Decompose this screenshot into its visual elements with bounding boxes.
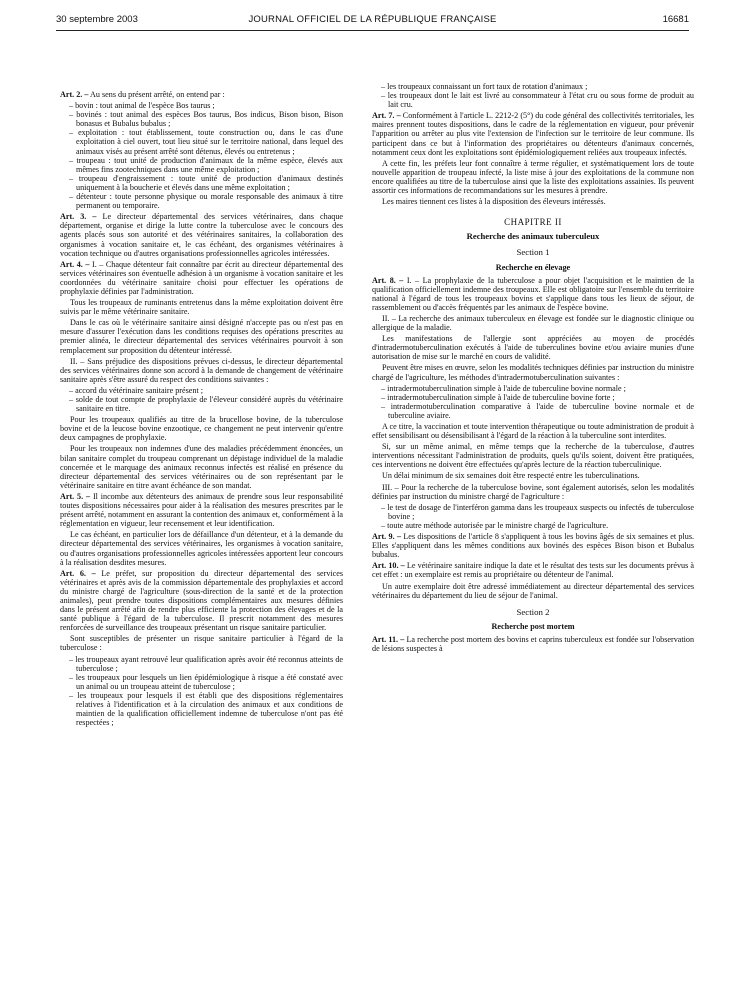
art6-p1: Art. 6. – Le préfet, sur proposition du directeur départemental des services vétérinaires et après avis de la commission départementale des prophylaxies et accord du ministre chargé de l'agriculture (sous-direction de la santé et de la protection animales), peut prendre toutes dispositions complémentaires aux mesures définies dans le présent arrêté afin de rendre plus efficiente la protection des élevages et de la santé publique à l'égard de la tuberculose. Il prescrit notamment des mesures renforcées de surveillance des troupeaux présentant un risque sanitaire particulier. (60, 568, 344, 633)
section-title: Recherche post mortem (491, 621, 575, 631)
header-date: 30 septembre 2003 (56, 14, 138, 25)
art7-p3: Les maires tiennent ces listes à la disposition des éleveurs intéressés. (382, 197, 606, 207)
journal-title: JOURNAL OFFICIEL DE LA RÉPUBLIQUE FRANÇAISE (248, 14, 497, 25)
list-item: – les troupeaux pour lesquels un lien épidémiologique à risque a été constaté avec un animal ou un troupeau atteint de tuberculose ; (60, 673, 343, 691)
list-item: – intradermotuberculination comparative à l'aide de tuberculine bovine normale et de tuberculine aviaire. (372, 402, 694, 420)
art7-p1: Art. 7. – Conformément à l'article L. 2212-2 (5°) du code général des collectivités territoriales, les maires prennent toutes dispositions, dans le cadre de la réglementation en vigueur, pour prévenir l'apparition ou arrêter au plus vite l'extension de l'infection sur le territoire de leur commune. Ils participent dans ce but à l'information des propriétaires ou détenteurs d'animaux concernés, notamment ceux dont les exploitations sont épidémiologiquement reliées aux troupeaux infectés. (372, 111, 694, 157)
art8-p4: Peuvent être mises en œuvre, selon les modalités techniques définies par instruction du ministre chargé de l'agriculture, les méthodes d'intradermotuberculination suivantes : (372, 363, 694, 382)
list-item: – accord du vétérinaire sanitaire présent ; (60, 386, 343, 395)
art4-p3: Dans le cas où le vétérinaire sanitaire ainsi désigné n'accepte pas ou n'est pas en mesure d'assurer l'exécution dans les conditions requises des opérations prescrites au premier alinéa, le directeur départemental des services vétérinaires pourvoit à son remplacement sur proposition du détenteur intéressé. (60, 318, 343, 355)
art10-p1: Art. 10. – Le vétérinaire sanitaire indique la date et le résultat des tests sur les documents prévus à cet effet : un exemplaire est remis au propriétaire ou détenteur de l'animal. (372, 561, 695, 580)
header-rule (56, 30, 689, 31)
art6-risks (60, 655, 343, 728)
section-heading: Section 1 (516, 247, 550, 258)
art8-p2: II. – La recherche des animaux tuberculeux en élevage est fondée sur le diagnostic clinique ou allergique de la maladie. (372, 313, 694, 333)
section-title: Recherche en élevage (495, 262, 571, 272)
list-item: – intradermotuberculination simple à l'aide de tuberculine bovine normale ; (372, 384, 694, 393)
art8-p3: Les manifestations de l'allergie sont appréciées au moyen de procédés d'intradermotuberculination exécutés à l'aide de tuberculines bovine et/ou aviaire munies d'une autorisation de mise sur le marché en cours de validité. (372, 334, 694, 362)
art2-definitions (60, 101, 343, 210)
list-item: – les troupeaux pour lesquels il est établi que des dispositions réglementaires relatives à l'identification et à la circulation des animaux et aux conditions de maintien de la qualification officiellement indemne de tuberculose n'ont pas été respectées ; (60, 691, 343, 727)
art4-p2: Tous les troupeaux de ruminants entretenus dans la même exploitation doivent être suivis par le même vétérinaire sanitaire. (60, 298, 343, 317)
art6-risks-continued (372, 82, 694, 109)
list-item: – les troupeaux connaissant un fort taux de rotation d'animaux ; (372, 82, 694, 91)
list-item: – intradermotuberculination simple à l'aide de tuberculine bovine forte ; (372, 393, 694, 402)
list-item: – détenteur : toute personne physique ou morale responsable des animaux à titre permanent ou temporaire. (60, 192, 343, 210)
list-item: – le test de dosage de l'interféron gamma dans les troupeaux suspects ou infectés de tuberculose bovine ; (372, 503, 694, 521)
art4-p4: II. – Sans préjudice des dispositions prévues ci-dessus, le directeur départemental des services vétérinaires donne son accord à la demande de changement de vétérinaire sanitaire après s'être assuré du respect des conditions suivantes : (60, 356, 343, 384)
list-item: – les troupeaux dont le lait est livré au consommateur à l'état cru ou sous forme de produit au lait cru. (372, 91, 694, 109)
list-item: – bovin : tout animal de l'espèce Bos taurus ; (60, 101, 343, 110)
right-column (372, 82, 695, 976)
art2-intro: Art. 2. – Au sens du présent arrêté, on entend par : (60, 90, 225, 99)
page-header (56, 14, 689, 28)
art7-p2: A cette fin, les préfets leur font connaître à terme régulier, et systématiquement lors de toute nouvelle apparition de troupeau infecté, la liste mise à jour des exploitations de la commune non encore qualifiées au titre de la tuberculose ainsi que la liste des exploitations assainies. Ils peuvent assortir ces informations de recommandations sur les mesures à prendre. (372, 158, 694, 196)
art8-tests (372, 503, 694, 530)
art8-p6: Si, sur un même animal, en même temps que la recherche de la tuberculose, d'autres interventions nécessitant l'administration de produits, quels qu'ils soient, doivent être pratiquées, ces interventions ne doivent être effectuées qu'après lecture de la réaction tuberculinique. (372, 442, 694, 470)
list-item: – troupeau : tout unité de production d'animaux de la même espèce, élevés aux mêmes fins zootechniques dans une même exploitation ; (60, 156, 343, 174)
art4-p1: Art. 4. – I. – Chaque détenteur fait connaître par écrit au directeur départemental des services vétérinaires son éventuelle adhésion à un organisme à vocation sanitaire et les coordonnées du vétérinaire sanitaire choisi pour effectuer les opérations de prophylaxie définies par l'administration. (60, 259, 344, 296)
art9: Art. 9. – Les dispositions de l'article 8 s'appliquent à tous les bovins âgés de six semaines et plus. Elles s'appliquent dans les mêmes conditions aux bovinés des espèces Bison bison et Bubalus bubalus. (372, 532, 695, 560)
art8-p1: Art. 8. – I. – La prophylaxie de la tuberculose a pour objet l'acquisition et le maintien de la qualification officiellement indemne des troupeaux. Elle est obligatoire sur l'ensemble du territoire national à l'égard de tous les troupeaux bovins et s'applique dans tous les lieux de séjour, de rassemblement ou d'accès fréquentés par les animaux de l'espèce bovine. (372, 275, 694, 312)
list-item: – toute autre méthode autorisée par le ministre chargé de l'agriculture. (372, 521, 694, 530)
art11: Art. 11. – La recherche post mortem des bovins et caprins tuberculeux est fondée sur l'observation de lésions suspectes à (372, 634, 695, 653)
art4-p6: Pour les troupeaux non indemnes d'une des maladies précédemment énoncées, un bilan sanitaire complet du troupeau comprenant un dépistage individuel de la maladie concernée et le marquage des animaux reconnus infectés est réalisé en présence du directeur départemental des services vétérinaires ou de son représentant par le vétérinaire sanitaire en titre avant échéance de son mandat. (60, 444, 343, 490)
list-item: – solde de tout compte de prophylaxie de l'éleveur considéré auprès du vétérinaire sanitaire en titre. (60, 395, 343, 413)
art3: Art. 3. – Le directeur départemental des services vétérinaires, dans chaque département, organise et dirige la lutte contre la tuberculose avec le concours des agents placés sous son autorité et des vétérinaires sanitaires, la collaboration des organismes à vocation sanitaire et, le cas échéant, des organismes vétérinaires à vocation technique ou d'autres organisations professionnelles agricoles intéressées. (60, 212, 344, 258)
art4-p5: Pour les troupeaux qualifiés au titre de la brucellose bovine, de la tuberculose bovine et de la leucose bovine enzootique, ce changement ne peut intervenir qu'entre deux campagnes de prophylaxie. (60, 415, 343, 443)
page-number: 16681 (662, 14, 689, 25)
art8-p8: III. – Pour la recherche de la tuberculose bovine, sont également autorisés, selon les modalités définies par instruction du ministre chargé de l'agriculture : (372, 482, 694, 501)
art6-p2: Sont susceptibles de présenter un risque sanitaire particulier à l'égard de la tuberculose : (60, 634, 343, 653)
chapter-title: Recherche des animaux tuberculeux (466, 231, 600, 242)
section-heading: Section 2 (516, 606, 550, 617)
list-item: – bovinés : tout animal des espèces Bos taurus, Bos indicus, Bison bison, Bison bonasus et Bubalus bubalus ; (60, 110, 343, 128)
art10-p2: Un autre exemplaire doit être adressé immédiatement au directeur départemental des services vétérinaires du département du lieu de séjour de l'animal. (372, 581, 694, 600)
left-column (60, 90, 343, 976)
list-item: – troupeau d'engraissement : toute unité de production d'animaux destinés uniquement à la boucherie et élevés dans une même exploitation ; (60, 174, 343, 192)
chapter-heading: CHAPITRE II (504, 217, 562, 228)
art5-p1: Art. 5. – Il incombe aux détenteurs des animaux de prendre sous leur responsabilité toutes dispositions nécessaires pour aider à la réalisation des mesures prescrites par le présent arrêté, notamment en assurant la contention des animaux et, conformément à la réglementation en vigueur, leur recensement et leur identification. (60, 491, 344, 529)
list-item: – exploitation : tout établissement, toute construction ou, dans le cas d'une exploitation à ciel ouvert, tout lieu situé sur le territoire national, dans lequel des animaux visés au présent arrêté sont détenus, élevés ou entretenus ; (60, 128, 343, 155)
art8-methods (372, 384, 694, 420)
art5-p2: Le cas échéant, en particulier lors de défaillance d'un détenteur, et à la demande du directeur départemental des services vétérinaires, les organismes à vocation sanitaire, ou d'autres organisations professionnelles agricoles intéressées apportent leur concours à la réalisation desdites mesures. (60, 530, 343, 567)
art8-p5: A ce titre, la vaccination et toute intervention thérapeutique ou toute administration de produit à effet sensibilisant ou désensibilisant à l'égard de la réaction à la tuberculine sont interdites. (372, 422, 694, 441)
list-item: – les troupeaux ayant retrouvé leur qualification après avoir été reconnus atteints de tuberculose ; (60, 655, 343, 673)
art4-conditions (60, 386, 343, 413)
art8-p7: Un délai minimum de six semaines doit être respecté entre les tuberculinations. (382, 471, 640, 481)
